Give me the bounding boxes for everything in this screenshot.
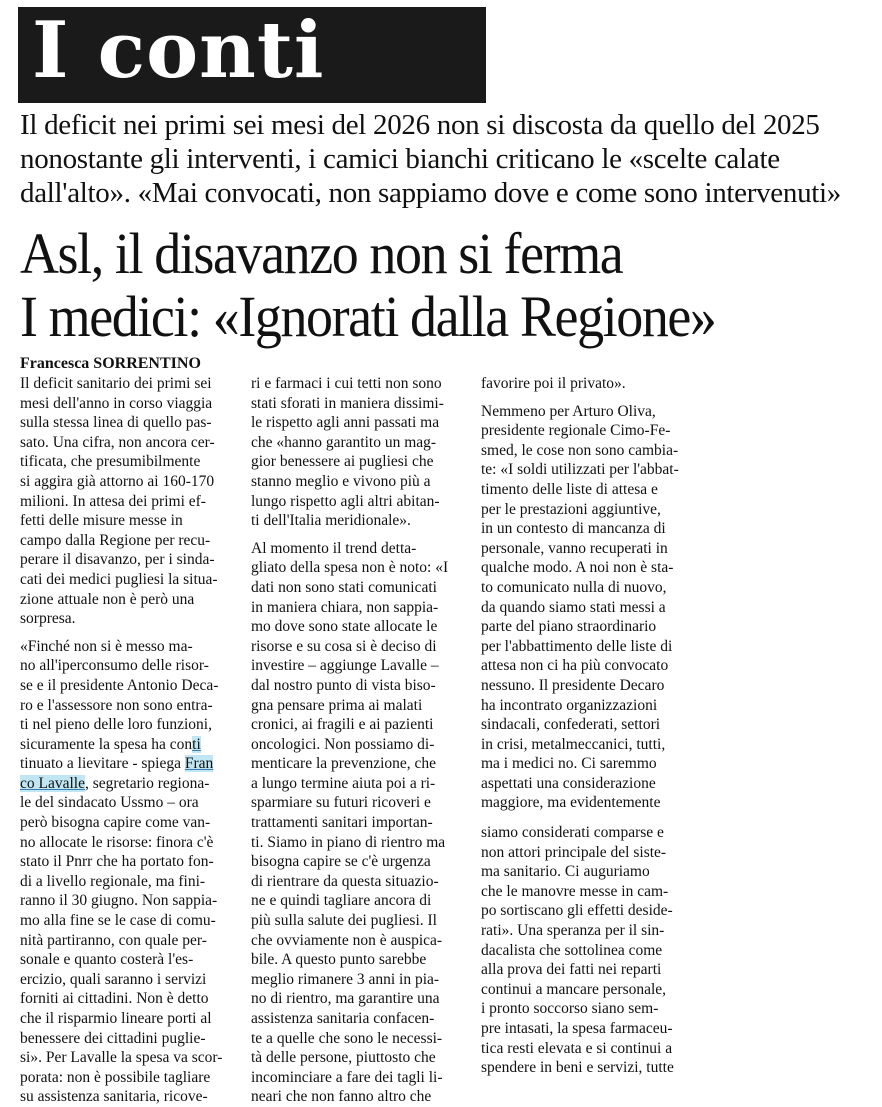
article-subheading — [20, 108, 880, 210]
text-line: i pronto soccorso siano sem- — [481, 1000, 659, 1018]
text-line: che il risparmio lineare porti al — [20, 1010, 212, 1027]
text-line: neari che non fanno altro che — [251, 1088, 432, 1106]
text-line: in crisi, metalmeccanici, tutti, — [481, 735, 666, 753]
highlight-text[interactable]: Fran — [184, 755, 214, 773]
highlight-text[interactable]: co Lavalle — [20, 774, 85, 792]
text-line: in maniera chiara, non sappia- — [251, 598, 439, 616]
author-byline: Francesca SORRENTINO — [20, 355, 201, 372]
text-line: sindacali, confederati, settori — [481, 716, 661, 734]
text-line: sulla stessa linea di quello pas- — [20, 414, 212, 432]
text-line: milioni. In attesa dei primi ef- — [20, 492, 206, 510]
text-line: qualche modo. A noi non è sta- — [481, 559, 674, 577]
text-line: le rispetto agli anni passati ma — [251, 414, 440, 432]
text-line: dati non sono stati comunicati — [251, 578, 437, 596]
text-line: nità partiranno, con quale per- — [20, 931, 207, 949]
subhead-line: nonostante gli interventi, i camici bianchi criticano le «scelte calate — [20, 143, 780, 175]
article-column-2 — [251, 374, 483, 1107]
text-line: ercizio, quali saranno i servizi — [20, 970, 207, 988]
text-line: perare il disavanzo, per i sinda- — [20, 551, 215, 569]
highlighted-line: co Lavalle, segretario regiona- — [20, 774, 210, 792]
paragraph — [481, 823, 713, 1078]
text-line: no di rientro, ma garantire una — [251, 990, 440, 1008]
text-line: che ovviamente non è auspica- — [251, 931, 443, 949]
text-line: timento delle liste di attesa e — [481, 480, 658, 498]
text-line: che «hanno garantito un mag- — [251, 433, 437, 451]
paragraph — [481, 402, 713, 813]
text-line: maggiore, ma evidentemente — [481, 794, 661, 812]
kicker-banner — [18, 7, 486, 103]
text-line: si». Per Lavalle la spesa va scor- — [20, 1049, 223, 1067]
text-line: gior benessere ai pugliesi che — [251, 453, 434, 471]
text-line: ma sanitario. Ci auguriamo — [481, 863, 650, 881]
text-line: sato. Una cifra, non ancora cer- — [20, 433, 215, 451]
text-line: sparmiare su futuri ricoveri e — [251, 794, 431, 812]
subhead-line: Il deficit nei primi sei mesi del 2026 non si discosta da quello del 2025 — [20, 109, 820, 141]
text-line: Il deficit sanitario dei primi sei — [20, 375, 212, 392]
text-line: ti. Siamo in piano di rientro ma — [251, 833, 446, 851]
text-line: dal nostro punto di vista biso- — [251, 676, 436, 694]
text-line: ri e farmaci i cui tetti non sono — [251, 375, 442, 392]
headline-line: Asl, il disavanzo non si ferma — [20, 221, 623, 286]
text-line: da quando siamo stati messi a — [481, 598, 666, 616]
text-line: investire – aggiunge Lavalle – — [251, 657, 439, 675]
text-line: Al momento il trend detta- — [251, 539, 417, 557]
text-line: te a quelle che sono le necessi- — [251, 1029, 443, 1047]
article-column-1 — [20, 374, 252, 1107]
text-line: attesa non ci ha più convocato — [481, 657, 669, 675]
text-line: spendere in beni e servizi, tutte — [481, 1059, 674, 1077]
text-line: smed, le cose non sono cambia- — [481, 441, 679, 459]
text-line: più sulla salute dei pugliesi. Il — [251, 912, 437, 930]
text-line: aspettati una considerazione — [481, 774, 656, 792]
text-line: favorire poi il privato». — [481, 375, 626, 392]
text-line: sorpresa. — [20, 610, 76, 628]
text-line: ti nel pieno delle loro funzioni, — [20, 716, 212, 734]
text-line: ma i medici no. Ci saremmo — [481, 755, 657, 773]
text-line: stato il Pnrr che ha portato fon- — [20, 853, 214, 871]
text-line: parte del piano straordinario — [481, 618, 657, 636]
text-line: no allocate le risorse: finora c'è — [20, 833, 214, 851]
text-line: cati dei medici pugliesi la situa- — [20, 570, 218, 588]
text-line: presidente regionale Cimo-Fe- — [481, 422, 671, 440]
text-line: però bisogna capire come van- — [20, 814, 211, 832]
text-line: se e il presidente Antonio Deca- — [20, 676, 219, 694]
text-line: te: «I soldi utilizzati per l'abbat- — [481, 461, 679, 479]
text-line: gna pensare prima ai malati — [251, 696, 423, 714]
text-line: si aggira già attorno ai 160-170 — [20, 472, 215, 490]
text-line: incominciare a fare dei tagli li- — [251, 1068, 443, 1086]
text-line: «Finché non si è messo ma- — [20, 637, 193, 655]
text-line: bile. A questo punto sarebbe — [251, 951, 427, 969]
text-line: rati». Una speranza per il sin- — [481, 922, 665, 940]
text-line: ro e l'assessore non sono entra- — [20, 696, 213, 714]
text-line: sonale e quanto costerà l'es- — [20, 951, 194, 969]
text-line: personale, vanno recuperati in — [481, 539, 668, 557]
text-line: ranno il 30 giugno. Non sappia- — [20, 892, 218, 910]
highlighted-line: sicuramente la spesa ha conti — [20, 735, 201, 753]
text-line: fetti delle misure messe in — [20, 512, 183, 530]
text-line: tificata, che presumibilmente — [20, 453, 201, 471]
text-line: assistenza sanitaria confacen- — [251, 1010, 435, 1027]
text-line: stanno meglio e vivono più a — [251, 472, 431, 490]
text-line: ti dell'Italia meridionale». — [251, 512, 411, 530]
text-line: mo alla fine se le case di comu- — [20, 912, 216, 930]
text-line: di rientrare da questa situazio- — [251, 872, 439, 890]
text-line: zione attuale non è però una — [20, 590, 195, 608]
text-line: porata: non è possibile tagliare — [20, 1068, 211, 1086]
text-line: forniti ai cittadini. Non è detto — [20, 990, 209, 1008]
paragraph — [20, 374, 252, 629]
text-line: su assistenza sanitaria, ricove- — [20, 1088, 208, 1106]
paragraph — [481, 374, 713, 394]
text-line: trattamenti sanitari importan- — [251, 814, 433, 832]
text-line: mesi dell'anno in corso viaggia — [20, 394, 213, 412]
article-column-3 — [481, 374, 713, 1078]
text-line: Nemmeno per Arturo Oliva, — [481, 402, 656, 420]
text-line: benessere dei cittadini puglie- — [20, 1029, 206, 1047]
paragraph — [20, 637, 252, 1107]
text-line: non attori principale del siste- — [481, 843, 667, 861]
text-line: meglio rimanere 3 anni in pia- — [251, 970, 440, 988]
text-line: lungo rispetto agli altri abitan- — [251, 492, 440, 510]
text-line: nessuno. Il presidente Decaro — [481, 676, 665, 694]
text-line: in un contesto di mancanza di — [481, 520, 666, 538]
article-headline — [20, 222, 820, 348]
text-line: pre intasati, la spesa farmaceu- — [481, 1020, 673, 1037]
text-line: to comunicato nulla di nuovo, — [481, 578, 667, 596]
text-line: continui a mancare personale, — [481, 980, 667, 998]
text-line: ha incontrato organizzazioni — [481, 696, 658, 714]
text-line: po sortiscano gli effetti deside- — [481, 902, 673, 920]
paragraph — [251, 374, 483, 531]
highlighted-line: tinuato a lievitare - spiega Fran — [20, 755, 214, 773]
text-line: per le prestazioni aggiuntive, — [481, 500, 661, 518]
text-line: campo dalla Regione per recu- — [20, 531, 211, 549]
text-line: che le manovre messe in cam- — [481, 882, 669, 900]
text-line: dacalista che sottolinea come — [481, 941, 663, 959]
text-line: risorse e su cosa si è deciso di — [251, 637, 437, 655]
text-line: mo dove sono state allocate le — [251, 618, 438, 636]
text-line: tà delle persone, piuttosto che — [251, 1049, 436, 1067]
text-line: tica resti elevata e si continui a — [481, 1039, 673, 1057]
text-line: menticare la prevenzione, che — [251, 755, 437, 773]
text-line: oncologici. Non possiamo di- — [251, 735, 435, 753]
text-line: alla prova dei fatti nei reparti — [481, 961, 662, 979]
text-line: ne e quindi tagliare ancora di — [251, 892, 432, 910]
text-line: a lungo termine aiuta poi a ri- — [251, 774, 436, 792]
text-line: bisogna capire se c'è urgenza — [251, 853, 431, 871]
text-line: cronici, ai fragili e ai pazienti — [251, 716, 434, 734]
text-line: di a livello regionale, ma fini- — [20, 872, 206, 890]
text-line: no all'iperconsumo delle risor- — [20, 657, 209, 675]
text-line: stati sforati in maniera dissimi- — [251, 394, 444, 412]
text-line: per l'abbattimento delle liste di — [481, 637, 673, 655]
highlight-text[interactable]: ti — [192, 735, 201, 753]
headline-line: I medici: «Ignorati dalla Regione» — [20, 284, 716, 349]
text-line: siamo considerati comparse e — [481, 824, 664, 842]
paragraph — [251, 539, 483, 1107]
text-line: gliato della spesa non è noto: «I — [251, 559, 449, 577]
text-line: le del sindacato Ussmo – ora — [20, 794, 199, 812]
subhead-line: dall'alto». «Mai convocati, non sappiamo dove e come sono intervenuti» — [20, 177, 841, 209]
kicker-label: I conti — [32, 5, 325, 96]
